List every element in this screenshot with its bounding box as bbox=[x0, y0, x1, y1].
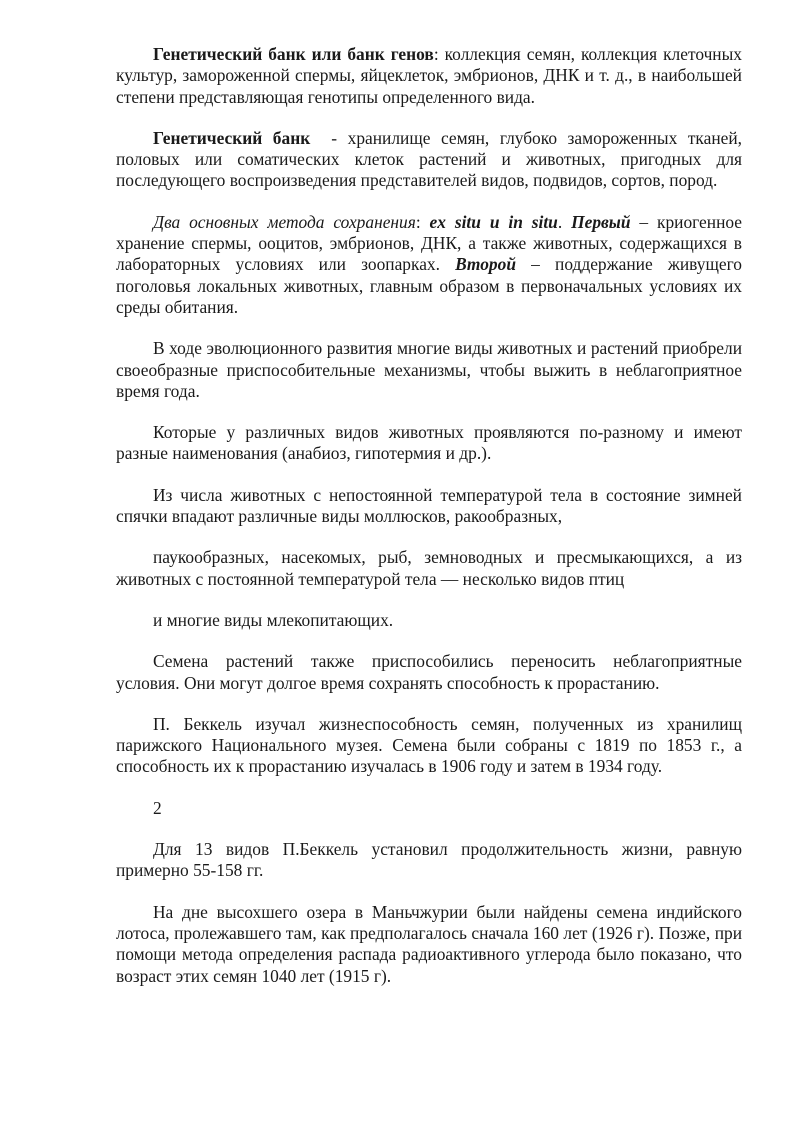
paragraph-seeds: Семена растений также приспособились переносить неблагоприятные условия. Они могут долгое время сохранять способность к прорастанию. bbox=[116, 651, 742, 693]
paragraph-conservation-methods bbox=[116, 212, 742, 318]
definition-text: - хранилище семян, глубоко замороженных тканей, половых или соматических клеток растений и животных, пригодных для последующего воспроизведения представителей видов, подвидов, сортов, пород. bbox=[116, 127, 747, 191]
paragraph-evolution: В ходе эволюционного развития многие виды животных и растений приобрели своеобразные приспособительные механизмы, чтобы выжить в неблагоприятное время года. bbox=[116, 338, 742, 401]
page-number: 2 bbox=[153, 797, 162, 818]
paragraph-gene-bank-definition bbox=[116, 44, 742, 108]
paragraph-gene-bank-storage bbox=[116, 127, 747, 192]
definition-text: : коллекция семян, коллекция клеточных культур, замороженной спермы, яйцеклеток, эмбрионов, ДНК и т. д., в наибольшей степени представляющая генотипы определенного вида. bbox=[116, 44, 742, 107]
first-method-label: Первый bbox=[571, 211, 631, 232]
paragraph-beckel-result: Для 13 видов П.Беккель установил продолжительность жизни, равную примерно 55-158 гг. bbox=[116, 839, 742, 881]
first-method-text: – криогенное хранение спермы, ооцитов, эмбрионов, ДНК, а также животных, содержащихся в лабораторных условиях или зоопарках. bbox=[116, 211, 743, 275]
paragraph-hibernation-3: и многие виды млекопитающих. bbox=[153, 609, 394, 630]
methods-intro: Два основных метода сохранения bbox=[153, 211, 416, 232]
document-page bbox=[116, 44, 747, 1007]
paragraph-naming: Которые у различных видов животных проявляются по-разному и имеют разные наименования (анабиоз, гипотермия и др.). bbox=[116, 422, 742, 464]
second-method-label: Второй bbox=[455, 254, 516, 275]
term-gene-bank: Генетический банк или банк генов bbox=[153, 44, 434, 64]
paragraph-beckel-study: П. Беккель изучал жизнеспособность семян, полученных из хранилищ парижского Национального музея. Семена были собраны с 1819 по 1853 г., а способность их к прорастанию изучалась в 1906 году и затем в 1934 году. bbox=[116, 713, 742, 777]
second-method-text: – поддержание живущего поголовья локальных животных, главным образом в первоначальных условиях их среды обитания. bbox=[116, 254, 742, 317]
paragraph-hibernation-1: Из числа животных с непостоянной температурой тела в состояние зимней спячки впадают различные виды моллюсков, ракообразных, bbox=[116, 484, 742, 527]
dot: . bbox=[557, 211, 572, 232]
paragraph-hibernation-2: паукообразных, насекомых, рыб, земноводных и пресмыкающихся, а из животных с постоянной температурой тела — несколько видов птиц bbox=[116, 547, 742, 589]
paragraph-lotus-seeds: На дне высохшего озера в Маньчжурии были найдены семена индийского лотоса, пролежавшего там, как предполагалось сначала 160 лет (1926 г). Позже, при помощи метода определения распада радиоактивного углерода было показано, что возраст этих семян 1040 лет (1915 г). bbox=[116, 901, 742, 986]
term-gene-bank-2: Генетический банк bbox=[153, 127, 311, 148]
colon: : bbox=[415, 211, 430, 232]
methods-names: ex situ и in situ bbox=[429, 211, 558, 232]
